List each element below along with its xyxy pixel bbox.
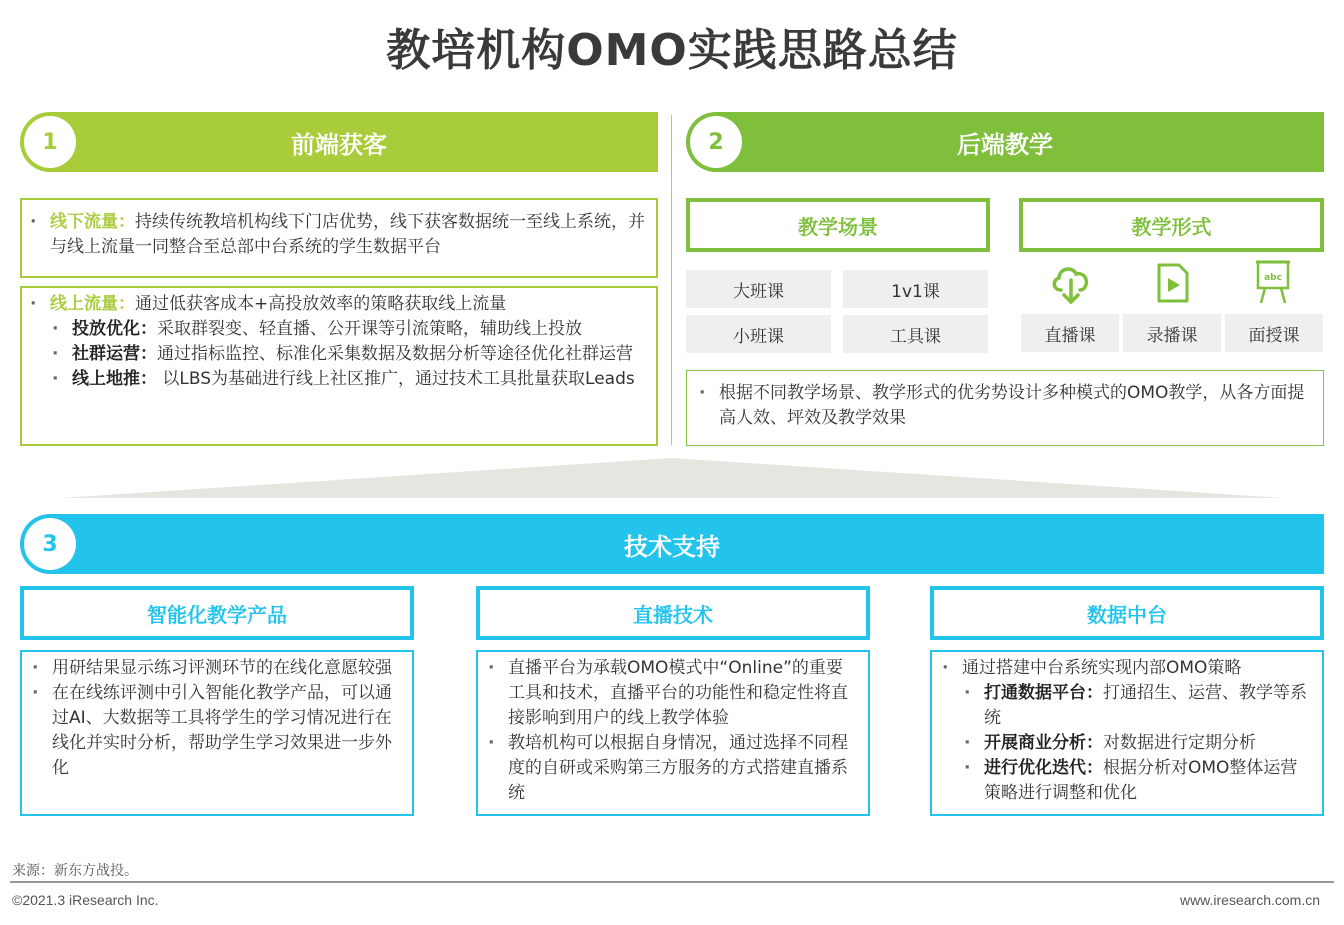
form-chip-live: 直播课 [1021, 314, 1119, 352]
source-note: 来源：新东方战投。 [12, 863, 138, 879]
scene-chip-small-class: 小班课 [686, 315, 831, 353]
online-sub-item-2: · 社群运营：通过指标监控、标准化采集数据及数据分析等途径优化社群运营 [72, 342, 646, 367]
data-platform-header: 数据中台 [930, 586, 1324, 640]
scene-chip-tool-class: 工具课 [843, 315, 988, 353]
section-3-banner [20, 514, 1324, 574]
form-chip-offline: 面授课 [1225, 314, 1323, 352]
live-tech-header: 直播技术 [476, 586, 870, 640]
smart-teaching-item-1: · 用研结果显示练习评测环节的在线化意愿较强 [52, 656, 402, 681]
online-traffic-keyword: 线上流量： [50, 294, 135, 314]
offline-traffic-keyword: 线下流量： [50, 212, 135, 232]
section-2-banner [686, 112, 1324, 172]
data-platform-item-1: · 打通数据平台：打通招生、运营、教学等系统 [984, 681, 1312, 731]
online-sub-item-1: · 投放优化：采取群裂变、轻直播、公开课等引流策略，辅助线上投放 [72, 317, 646, 342]
data-platform-box [930, 650, 1324, 816]
smart-teaching-item-2: · 在在线练评测中引入智能化教学产品，可以通过AI、大数据等工具将学生的学习情况进行在线化并实时分析，帮助学生学习效果进一步外化 [52, 681, 402, 781]
section-3-number: 3 [24, 518, 76, 570]
section-1-number: 1 [24, 116, 76, 168]
live-tech-box [476, 650, 870, 816]
live-tech-item-1: · 直播平台为承载OMO模式中“Online”的重要工具和技术，直播平台的功能性和稳定性将直接影响到用户的线上教学体验 [508, 656, 858, 731]
offline-traffic-text: 持续传统教培机构线下门店优势，线下获客数据统一至线上系统，并与线上流量一同整合至总部中台系统的学生数据平台 [50, 212, 645, 257]
smart-teaching-header: 智能化教学产品 [20, 586, 414, 640]
play-file-icon [1148, 258, 1198, 308]
connector-shape [60, 458, 1284, 502]
scene-chip-1v1: 1v1课 [843, 270, 988, 308]
section-divider [671, 115, 672, 445]
online-sub-item-3: · 线上地推： 以LBS为基础进行线上社区推广，通过技术工具批量获取Leads [72, 367, 646, 392]
online-traffic-item [50, 292, 646, 317]
form-chip-recorded: 录播课 [1123, 314, 1221, 352]
teaching-scenes-header: 教学场景 [686, 198, 990, 252]
website-link[interactable]: www.iresearch.com.cn [1179, 892, 1320, 908]
data-platform-lead: · 通过搭建中台系统实现内部OMO策略 [962, 656, 1312, 681]
section-2-title: 后端教学 [957, 130, 1053, 159]
section-1-title: 前端获客 [291, 130, 387, 159]
data-platform-item-2: · 开展商业分析：对数据进行定期分析 [984, 731, 1312, 756]
svg-text:abc: abc [1264, 273, 1282, 283]
blackboard-icon [1248, 256, 1298, 306]
offline-traffic-box [20, 198, 658, 278]
teaching-note-box [686, 370, 1324, 446]
scene-chip-large-class: 大班课 [686, 270, 831, 308]
online-traffic-box [20, 286, 658, 446]
section-1-banner [20, 112, 658, 172]
teaching-forms-header: 教学形式 [1019, 198, 1324, 252]
smart-teaching-box [20, 650, 414, 816]
page-title: 教培机构OMO实践思路总结 [386, 25, 958, 76]
online-traffic-text: 通过低获客成本+高投放效率的策略获取线上流量 [135, 294, 507, 314]
offline-traffic-item [50, 210, 646, 260]
cloud-download-icon [1046, 258, 1096, 308]
footer-divider [10, 881, 1334, 883]
section-3-title: 技术支持 [624, 532, 720, 561]
teaching-note-text: · 根据不同教学场景、教学形式的优劣势设计多种模式的OMO教学，从各方面提高人效、坪效及教学效果 [719, 381, 1313, 431]
section-2-number: 2 [690, 116, 742, 168]
copyright-text: ©2021.3 iResearch Inc. [12, 892, 159, 908]
data-platform-item-3: · 进行优化迭代：根据分析对OMO整体运营策略进行调整和优化 [984, 756, 1312, 806]
live-tech-item-2: · 教培机构可以根据自身情况，通过选择不同程度的自研或采购第三方服务的方式搭建直播系统 [508, 731, 858, 806]
